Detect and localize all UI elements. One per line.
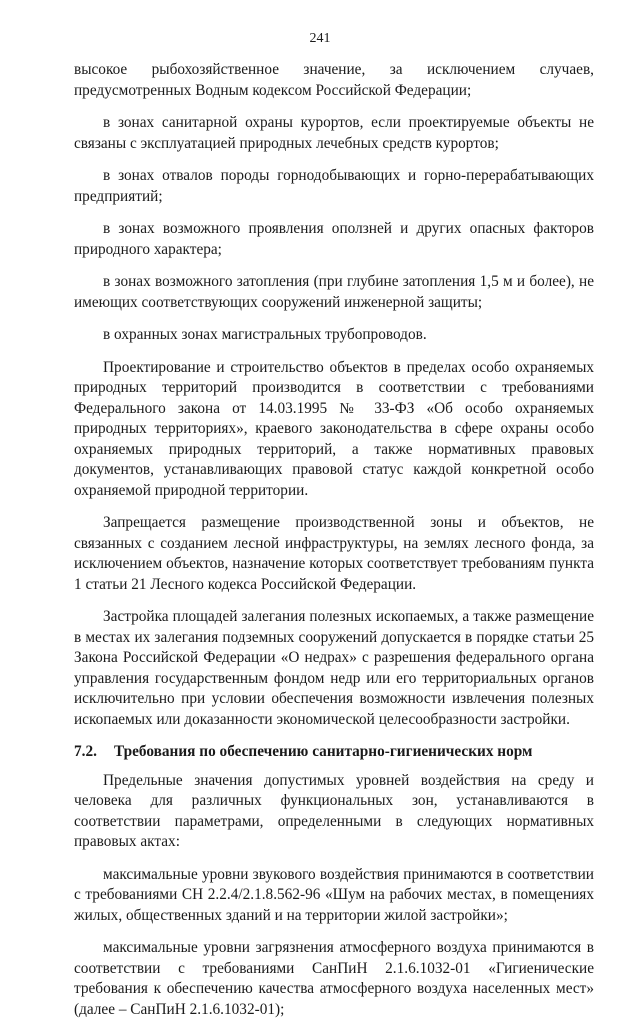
paragraph: Запрещается размещение производственной зоны и объектов, не связанных с созданием лесной инфраструктуры, на землях лесного фонда, за исключением объектов, назначение которых соответствует требованиям пункта 1 статьи 21 Лесного кодекса Российской Федерации.	[74, 514, 594, 593]
paragraph: в зонах отвалов породы горнодобывающих и горно-перерабатывающих предприятий;	[74, 167, 594, 205]
paragraph: максимальные уровни звукового воздействия принимаются в соответствии с требованиями СН 2.2.4/2.1.8.562-96 «Шум на рабочих местах, в помещениях жилых, общественных зданий и на территории жилой застройки»;	[74, 865, 594, 924]
paragraph: в зонах санитарной охраны курортов, если проектируемые объекты не связаны с эксплуатацией природных лечебных средств курортов;	[74, 114, 594, 152]
paragraph: Проектирование и строительство объектов в пределах особо охраняемых природных территорий производится в соответствии с требованиями Федерального закона от 14.03.1995 № 33-ФЗ «Об особо охраняемых природных территориях», краевого законодательства в сфере охраны особо охраняемых природных территорий, а также нормативных правовых документов, устанавливающих правовой статус каждой конкретной особо охраняемой природной территории.	[74, 358, 594, 499]
section-heading	[74, 742, 594, 763]
page-content	[74, 60, 594, 1032]
paragraph: Предельные значения допустимых уровней воздействия на среду и человека для различных функциональных зон, устанавливаются в соответствии параметрами, определенными в следующих нормативных правовых актах:	[74, 771, 594, 850]
paragraph: высокое рыбохозяйственное значение, за исключением случаев, предусмотренных Водным кодексом Российской Федерации;	[74, 61, 594, 99]
paragraph: максимальные уровни загрязнения атмосферного воздуха принимаются в соответствии с требованиями СанПиН 2.1.6.1032-01 «Гигиенические требования к обеспечению качества атмосферного воздуха населенных мест» (далее – СанПиН 2.1.6.1032-01);	[74, 939, 594, 1018]
page-number: 241	[309, 31, 331, 46]
section-title: Требования по обеспечению санитарно-гигиенических норм	[114, 743, 533, 760]
section-number: 7.2.	[74, 743, 97, 760]
paragraph: в зонах возможного проявления оползней и других опасных факторов природного характера;	[74, 220, 594, 258]
bottom-paragraphs	[74, 771, 594, 1021]
paragraph: в охранных зонах магистральных трубопроводов.	[103, 326, 427, 343]
paragraph: в зонах возможного затопления (при глубине затопления 1,5 м и более), не имеющих соответствующих сооружений инженерной защиты;	[74, 273, 594, 311]
paragraph: Застройка площадей залегания полезных ископаемых, а также размещение в местах их залегания подземных сооружений допускается в порядке статьи 25 Закона Российской Федерации «О недрах» с разрешения федерального органа управления государственным фондом недр или его территориальных органов исключительно при условии обеспечения возможности извлечения полезных ископаемых или доказанности экономической целесообразности застройки.	[74, 608, 594, 728]
top-paragraphs	[74, 60, 594, 730]
